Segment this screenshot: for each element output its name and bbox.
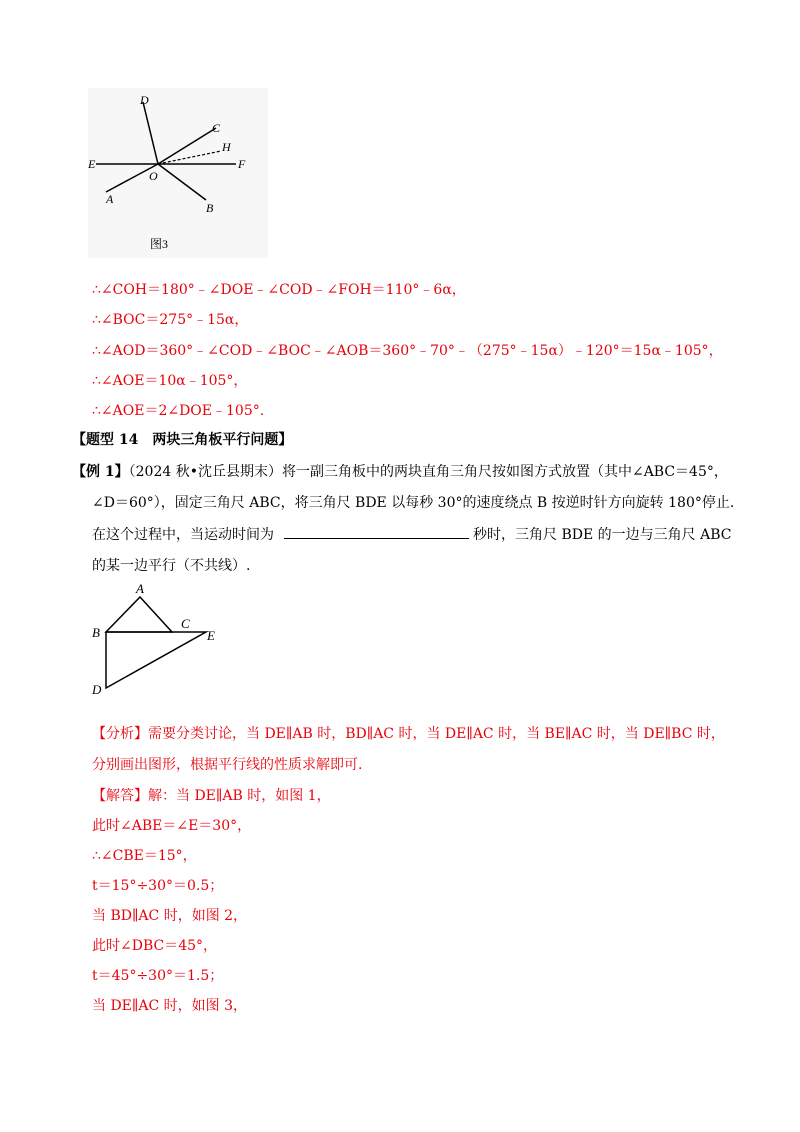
example-line-2: ∠D＝60°），固定三角尺 ABC，将三角尺 BDE 以每秒 30°的速度绕点 B 按逆时针方向旋转 180°停止. xyxy=(92,495,735,511)
analysis-line-2: 分别画出图形，根据平行线的性质求解即可. xyxy=(92,757,363,773)
figure-3-background xyxy=(88,88,268,258)
tri-label-A: A xyxy=(136,581,144,596)
label-A: A xyxy=(106,192,114,206)
figure-3-diagram xyxy=(88,88,268,258)
section-title: 【题型 14 两块三角板平行问题】 xyxy=(72,432,293,448)
solution-line-3: ∴∠AOD＝360°﹣∠COD﹣∠BOC﹣∠AOB＝360°﹣70°﹣（275°﹣15α）﹣120°＝15α﹣105°， xyxy=(92,343,723,359)
solution-line-4: ∴∠AOE＝10α﹣105°， xyxy=(92,373,248,389)
label-C: C xyxy=(212,121,221,135)
answer-line-8: 当 DE∥AC 时，如图 3， xyxy=(92,998,247,1014)
answer-text-1: 解：当 DE∥AB 时，如图 1， xyxy=(148,788,331,804)
label-F: F xyxy=(238,157,246,171)
label-D: D xyxy=(140,93,149,107)
triangle-BDE xyxy=(106,632,206,688)
tri-label-D: D xyxy=(92,682,102,697)
answer-line-3: ∴∠CBE＝15°， xyxy=(92,848,197,864)
triangle-figure xyxy=(86,580,226,700)
answer-line-4: t＝15°÷30°＝0.5； xyxy=(92,878,224,894)
label-O: O xyxy=(149,169,158,183)
figure-3-caption: 图3 xyxy=(150,237,169,251)
label-H: H xyxy=(222,140,231,154)
triangle-ABC xyxy=(106,597,172,632)
label-E: E xyxy=(88,157,96,171)
answer-line-1 xyxy=(92,786,331,806)
answer-line-2: 此时∠ABE＝∠E＝30°， xyxy=(92,818,252,834)
answer-line-6: 此时∠DBC＝45°， xyxy=(92,938,218,954)
tri-label-C: C xyxy=(181,616,190,631)
solution-line-1: ∴∠COH＝180°﹣∠DOE﹣∠COD﹣∠FOH＝110°﹣6α， xyxy=(92,282,466,298)
solution-line-2: ∴∠BOC＝275°﹣15α， xyxy=(92,312,249,328)
answer-tag: 【解答】 xyxy=(92,788,148,804)
answer-line-5: 当 BD∥AC 时，如图 2， xyxy=(92,908,248,924)
analysis-text-1: 需要分类讨论，当 DE∥AB 时，BD∥AC 时，当 DE∥AC 时，当 BE∥AC 时，当 DE∥BC 时， xyxy=(148,726,725,742)
example-text-3a: 在这个过程中，当运动时间为 xyxy=(92,527,274,543)
answer-line-7: t＝45°÷30°＝1.5； xyxy=(92,968,224,984)
triangle-diagram xyxy=(86,580,226,700)
tri-label-E: E xyxy=(207,628,215,643)
label-B: B xyxy=(206,201,214,215)
analysis-tag: 【分析】 xyxy=(92,726,148,742)
analysis-line-1 xyxy=(92,724,725,744)
figure-3 xyxy=(88,88,268,258)
example-text-3b: 秒时，三角尺 BDE 的一边与三角尺 ABC xyxy=(473,527,732,543)
tri-label-B: B xyxy=(92,625,100,640)
answer-blank xyxy=(284,524,469,539)
example-text-1: （2024 秋•沈丘县期末）将一副三角板中的两块直角三角尺按如图方式放置（其中∠ABC＝45°， xyxy=(128,464,728,480)
example-line-3 xyxy=(92,524,731,545)
example-line-1 xyxy=(72,462,728,482)
example-line-4: 的某一边平行（不共线）. xyxy=(92,558,251,574)
solution-line-5: ∴∠AOE＝2∠DOE﹣105°. xyxy=(92,403,265,419)
example-tag: 【例 1】 xyxy=(72,464,129,480)
